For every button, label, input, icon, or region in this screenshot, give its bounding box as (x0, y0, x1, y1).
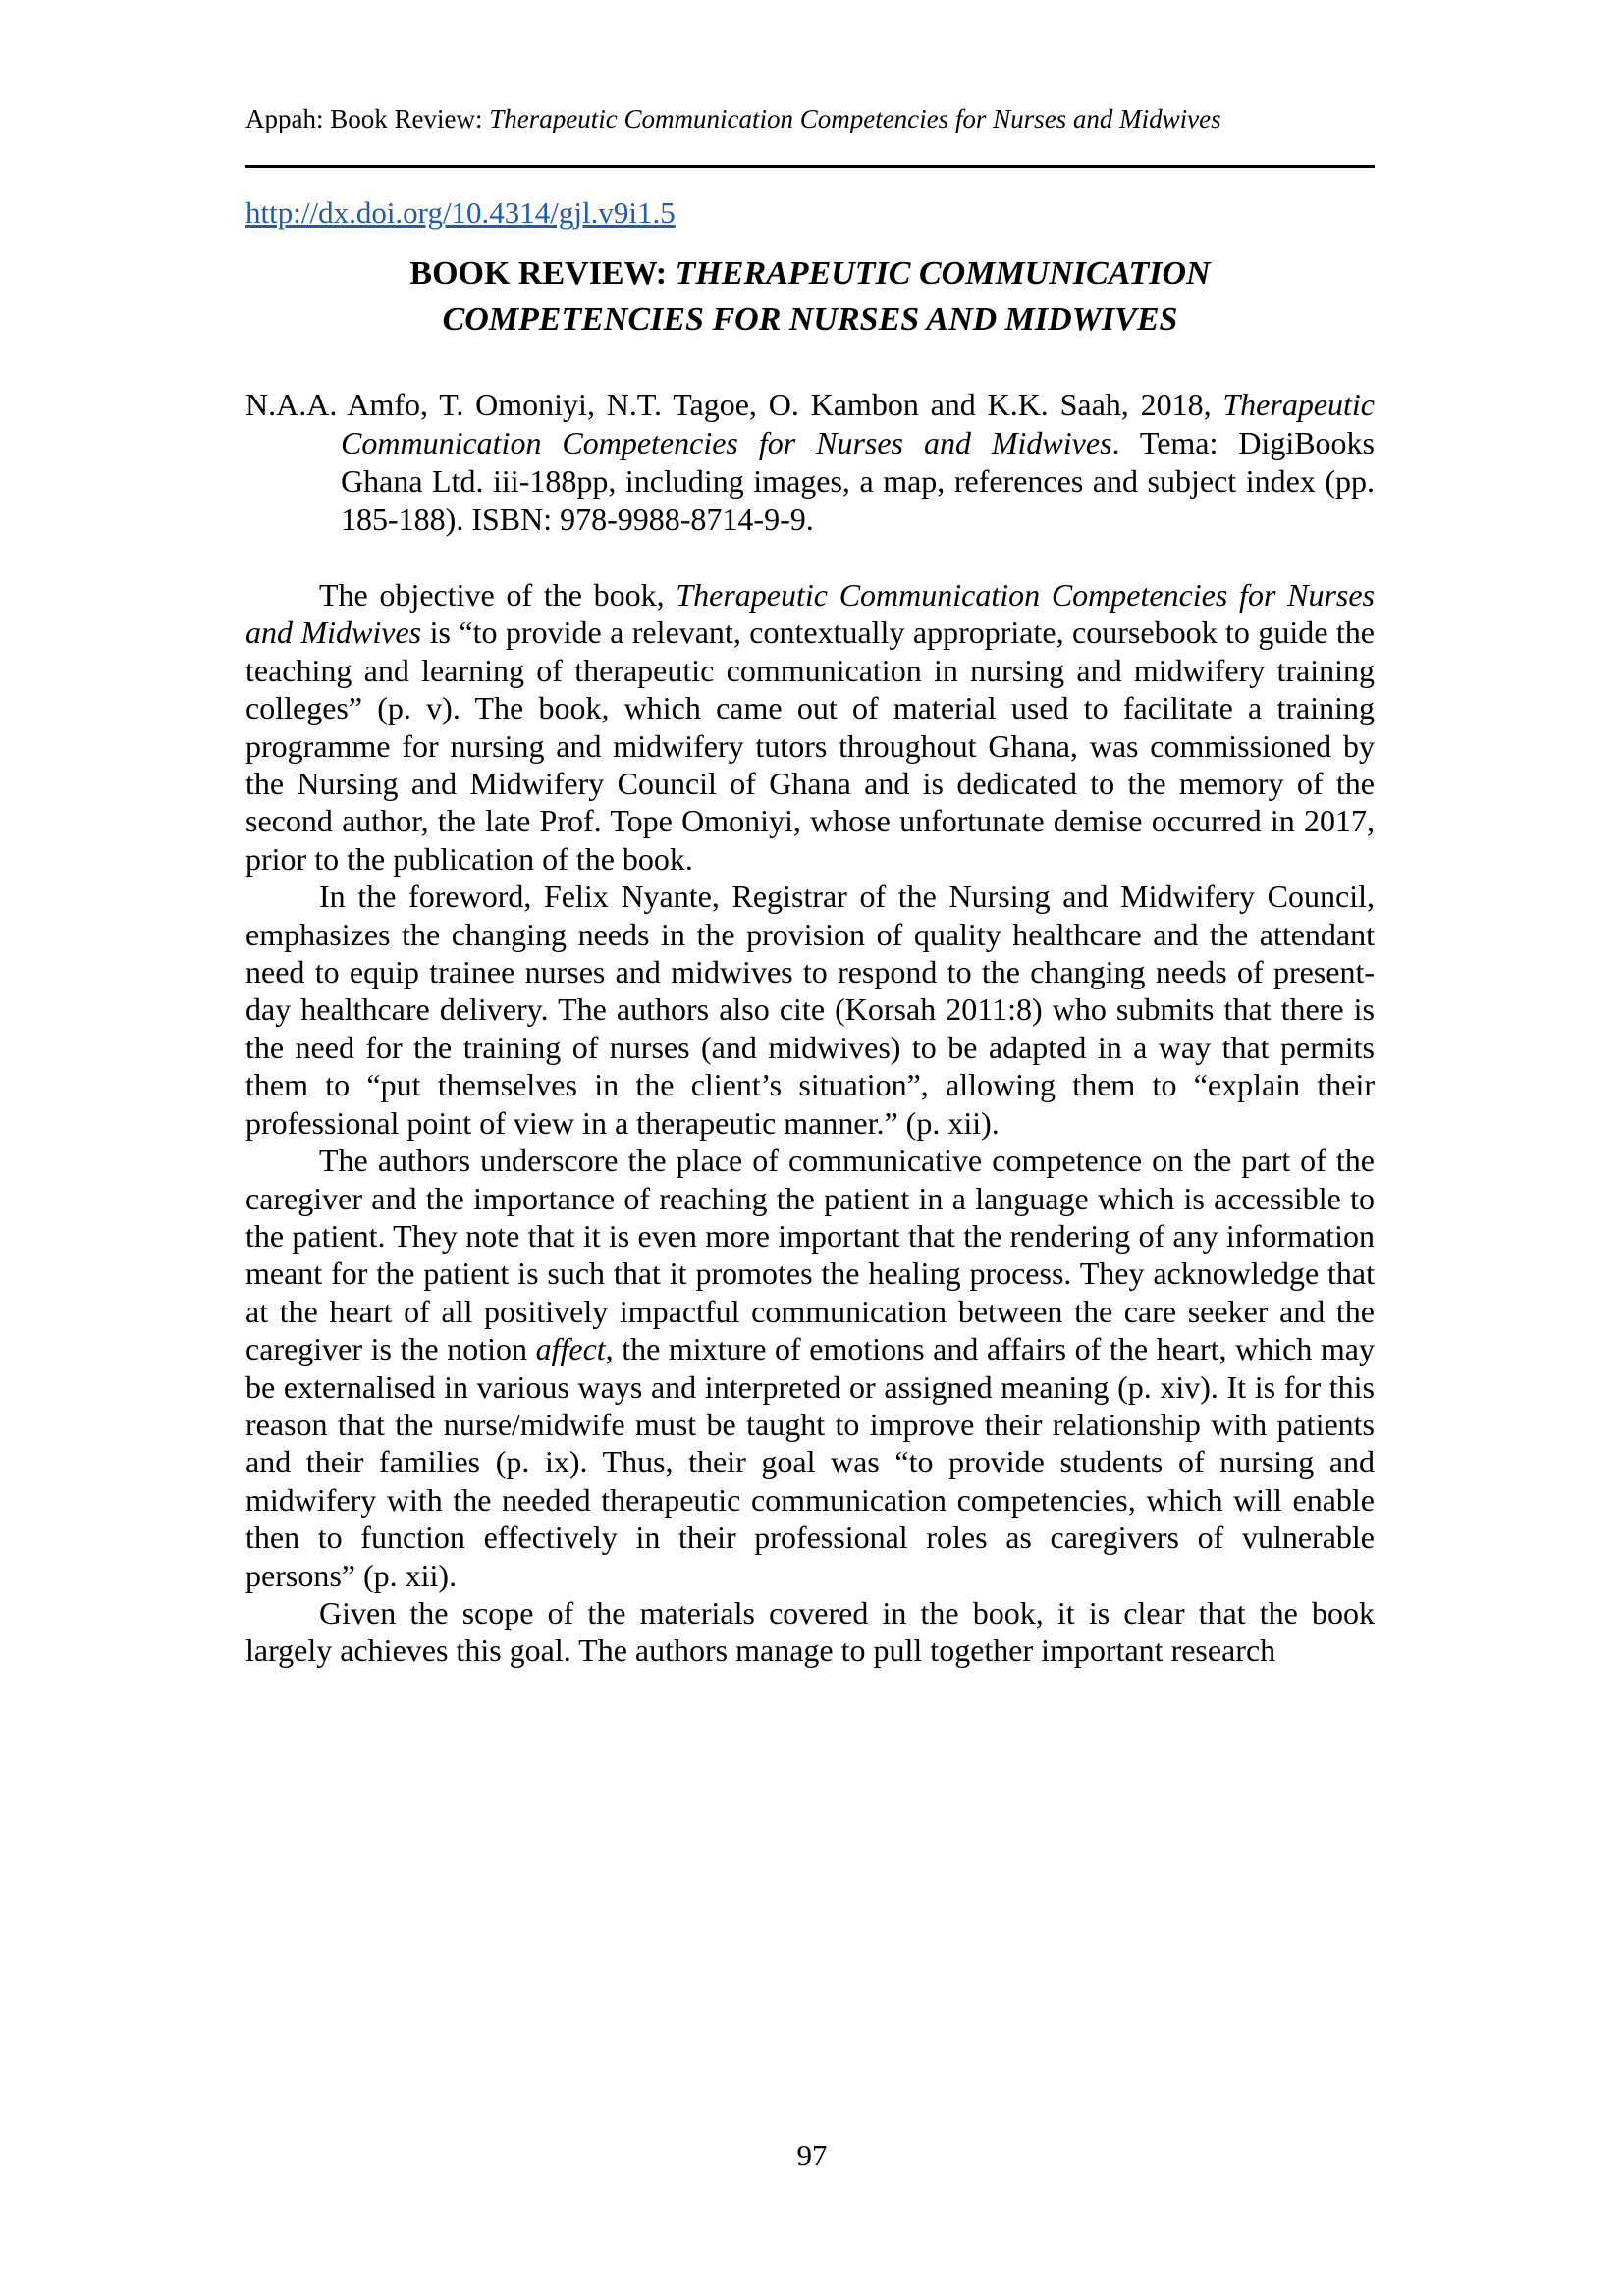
page-number: 97 (796, 2138, 828, 2172)
running-header-plain: Appah: Book Review: (245, 104, 490, 133)
paragraph-4: Given the scope of the materials covered in the book, it is clear that the book largely achieves this goal. The authors manage to pull together important research (245, 1594, 1375, 1669)
page-title-prefix: BOOK REVIEW: (409, 255, 676, 292)
running-header-book-title: Therapeutic Communication Competencies for Nurses and Midwives (489, 104, 1221, 133)
doi-row (245, 195, 1375, 231)
doi-link[interactable]: http://dx.doi.org/10.4314/gjl.v9i1.5 (245, 195, 676, 230)
paragraph-2: In the foreword, Felix Nyante, Registrar of the Nursing and Midwifery Council, emphasizes the changing needs in the provision of quality healthcare and the attendant need to equip trainee nurses and midwives to respond to the changing needs of present-day healthcare delivery. The authors also cite (Korsah 2011:8) who submits that there is the need for the training of nurses (and midwives) to be adapted in a way that permits them to “put themselves in the client’s situation”, allowing them to “explain their professional point of view in a therapeutic manner.” (p. xii). (245, 879, 1375, 1141)
header-divider (245, 165, 1375, 168)
page-title-italic: THERAPEUTIC COMMUNICATION COMPETENCIES FOR NURSES AND MIDWIVES (442, 255, 1211, 338)
paragraph-3: The authors underscore the place of communicative competence on the part of the caregiver and the importance of reaching the patient in a language which is accessible to the patient. They note that it is even more important that the rendering of any information meant for the patient is such that it promotes the healing process. They acknowledge that at the heart of all positively impactful communication between the care seeker and the caregiver is the notion affect, the mixture of emotions and affairs of the heart, which may be externalised in various ways and interpreted or assigned meaning (p. xiv). It is for this reason that the nurse/midwife must be taught to improve their relationship with patients and their families (p. ix). Thus, their goal was “to provide students of nursing and midwifery with the needed therapeutic communication competencies, which will enable then to function effectively in their professional roles as caregivers of vulnerable persons” (p. xii). (245, 1143, 1376, 1593)
citation-block: N.A.A. Amfo, T. Omoniyi, N.T. Tagoe, O. Kambon and K.K. Saah, 2018, Therapeutic Communication Competencies for Nurses and Midwives. Tema: DigiBooks Ghana Ltd. iii-188pp, including images, a map, references and subject index (pp. 185-188). ISBN: 978-9988-8714-9-9. (245, 387, 1375, 537)
running-header (245, 102, 1375, 135)
content-column (245, 0, 1375, 1670)
page-title (319, 250, 1301, 343)
body-text (245, 576, 1375, 1670)
paragraph-1: The objective of the book, Therapeutic Communication Competencies for Nurses and Midwives is “to provide a relevant, contextually appropriate, coursebook to guide the teaching and learning of therapeutic communication in nursing and midwifery training colleges” (p. v). The book, which came out of material used to facilitate a training programme for nursing and midwifery tutors throughout Ghana, was commissioned by the Nursing and Midwifery Council of Ghana and is dedicated to the memory of the second author, the late Prof. Tope Omoniyi, whose unfortunate demise occurred in 2017, prior to the publication of the book. (245, 577, 1376, 877)
